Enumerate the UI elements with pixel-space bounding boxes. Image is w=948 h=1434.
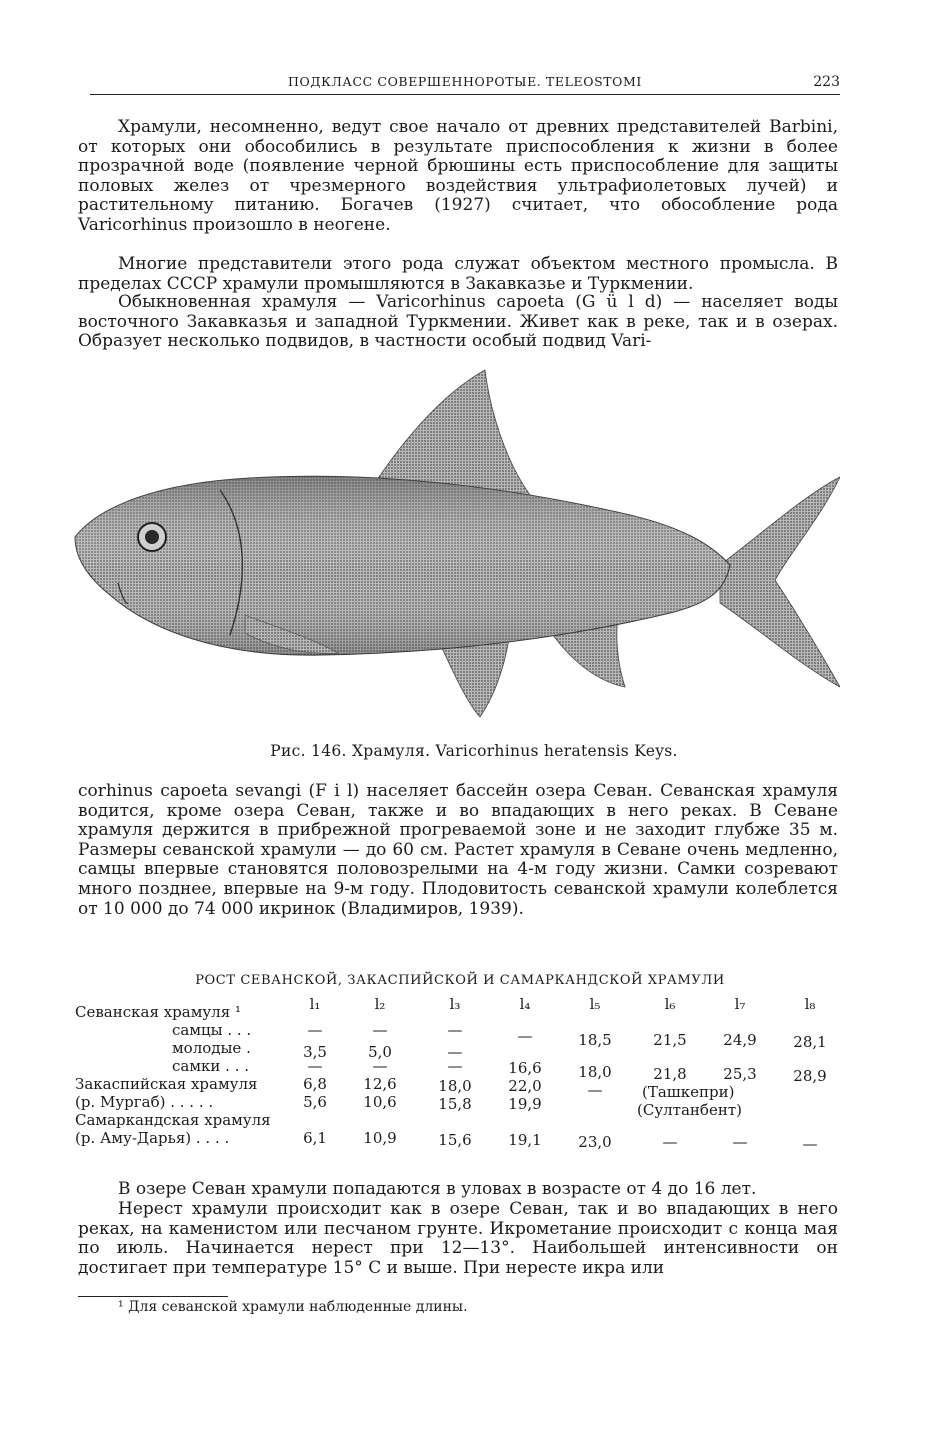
table-cell: 6,1	[303, 1129, 327, 1147]
col-header: l₂	[374, 995, 386, 1013]
table-cell: 21,8	[653, 1065, 687, 1083]
paragraph-common-khramulya: Обыкновенная храмуля — Varicorhinus capoeta (G ü l d) — населяет воды восточного Закавказья и западной Туркмении. Живет как в реке, так и в озерах. Образует несколько подвидов, в частности особый подвид Vari-	[78, 292, 838, 352]
growth-table	[75, 995, 845, 1155]
table-cell: —	[447, 1043, 463, 1061]
table-cell: 18,0	[578, 1063, 612, 1081]
header-title: ПОДКЛАСС СОВЕРШЕННОРОТЫЕ. TELEOSTOMI	[288, 74, 642, 89]
table-cell: —	[447, 1057, 463, 1075]
table-cell: 12,6	[363, 1075, 397, 1093]
table-cell: 10,6	[363, 1093, 397, 1111]
table-cell-locality: (Ташкепри)	[642, 1083, 735, 1101]
table-cell: 24,9	[723, 1031, 757, 1049]
table-cell: —	[517, 1027, 533, 1045]
row-label: (р. Мургаб) . . . . .	[75, 1093, 214, 1111]
table-cell: —	[662, 1133, 678, 1151]
table-title: РОСТ СЕВАНСКОЙ, ЗАКАСПИЙСКОЙ И САМАРКАНДСКОЙ ХРАМУЛИ	[195, 973, 725, 988]
col-header: l₁	[309, 995, 321, 1013]
table-cell: 6,8	[303, 1075, 327, 1093]
table-cell: 19,9	[508, 1095, 542, 1113]
page-number: 223	[813, 74, 840, 90]
table-cell: —	[732, 1133, 748, 1151]
paragraph-fishery: Многие представители этого рода служат объектом местного промысла. В пределах СССР храмули промышляются в Закавказье и Туркмении.	[78, 254, 838, 294]
table-cell: —	[372, 1057, 388, 1075]
table-cell: 5,0	[368, 1043, 392, 1061]
paragraph-sevan-subspecies: corhinus capoeta sevangi (F i l) населяет бассейн озера Севан. Севанская храмуля водится, кроме озера Севан, также и во впадающих в него реках. В Севане храмуля держится в прибрежной прогреваемой зоне и не заходит глубже 35 м. Размеры севанской храмули — до 60 см. Растет храмуля в Севане очень медленно, самцы впервые становятся половозрелыми на 4-м году жизни. Самки созревают много позднее, впервые на 9-м году. Плодовитость севанской храмули колеблется от 10 000 до 74 000 икринок (Владимиров, 1939).	[78, 781, 838, 919]
table-cell: —	[802, 1135, 818, 1153]
running-header	[90, 72, 840, 95]
table-cell: —	[307, 1021, 323, 1039]
table-cell: 23,0	[578, 1133, 612, 1151]
table-cell: 10,9	[363, 1129, 397, 1147]
table-cell: 28,1	[793, 1033, 827, 1051]
row-label: молодые .	[172, 1039, 251, 1057]
table-cell: 3,5	[303, 1043, 327, 1061]
col-header: l₅	[589, 995, 601, 1013]
table-cell: 5,6	[303, 1093, 327, 1111]
table-cell: —	[447, 1021, 463, 1039]
table-cell: —	[372, 1021, 388, 1039]
table-cell: 18,5	[578, 1031, 612, 1049]
col-header: l₃	[449, 995, 461, 1013]
paragraph-catch-age: В озере Севан храмули попадаются в уловах в возрасте от 4 до 16 лет.	[118, 1179, 757, 1199]
row-label: самцы . . .	[172, 1021, 252, 1039]
table-cell: 15,8	[438, 1095, 472, 1113]
table-cell: 15,6	[438, 1131, 472, 1149]
col-header: l₇	[734, 995, 746, 1013]
paragraph-spawning: Нерест храмули происходит как в озере Севан, так и во впадающих в него реках, на каменистом или песчаном грунте. Икрометание происходит с конца мая по июль. Начинается нерест при 12—13°. Наибольшей интенсивности он достигает при температуре 15° С и выше. При нересте икра или	[78, 1199, 838, 1278]
fish-drawing	[70, 365, 840, 735]
table-cell: 25,3	[723, 1065, 757, 1083]
table-cell: —	[587, 1081, 603, 1099]
col-header: l₈	[804, 995, 816, 1013]
table-cell-locality: (Султанбент)	[637, 1101, 742, 1119]
table-cell: 16,6	[508, 1059, 542, 1077]
table-cell: 28,9	[793, 1067, 827, 1085]
row-label: (р. Аму-Дарья) . . . .	[75, 1129, 230, 1147]
row-label: Самаркандская храмуля	[75, 1111, 271, 1129]
paragraph-origin: Храмули, несомненно, ведут свое начало от древних представителей Barbini, от которых они обособились в результате приспособления к жизни в более прозрачной воде (появление черной брюшины есть приспособление для защиты половых желез от чрезмерного воздействия ультрафиолетовых лучей) и растительному питанию. Богачев (1927) считает, что обособление рода Varicorhinus произошло в неогене.	[78, 117, 838, 235]
row-label: Севанская храмуля ¹	[75, 1003, 241, 1021]
footnote: ¹ Для севанской храмули наблюденные длины.	[118, 1299, 468, 1315]
footnote-rule	[78, 1296, 228, 1297]
table-cell: 18,0	[438, 1077, 472, 1095]
table-cell: 21,5	[653, 1031, 687, 1049]
table-cell: 19,1	[508, 1131, 542, 1149]
figure-caption: Рис. 146. Храмуля. Varicorhinus heratensis Keys.	[270, 742, 678, 760]
table-cell: 22,0	[508, 1077, 542, 1095]
fish-illustration	[70, 365, 840, 735]
table-cell: —	[307, 1057, 323, 1075]
row-label: самки . . .	[172, 1057, 249, 1075]
col-header: l₆	[664, 995, 676, 1013]
col-header: l₄	[519, 995, 531, 1013]
row-label: Закаспийская храмуля	[75, 1075, 258, 1093]
